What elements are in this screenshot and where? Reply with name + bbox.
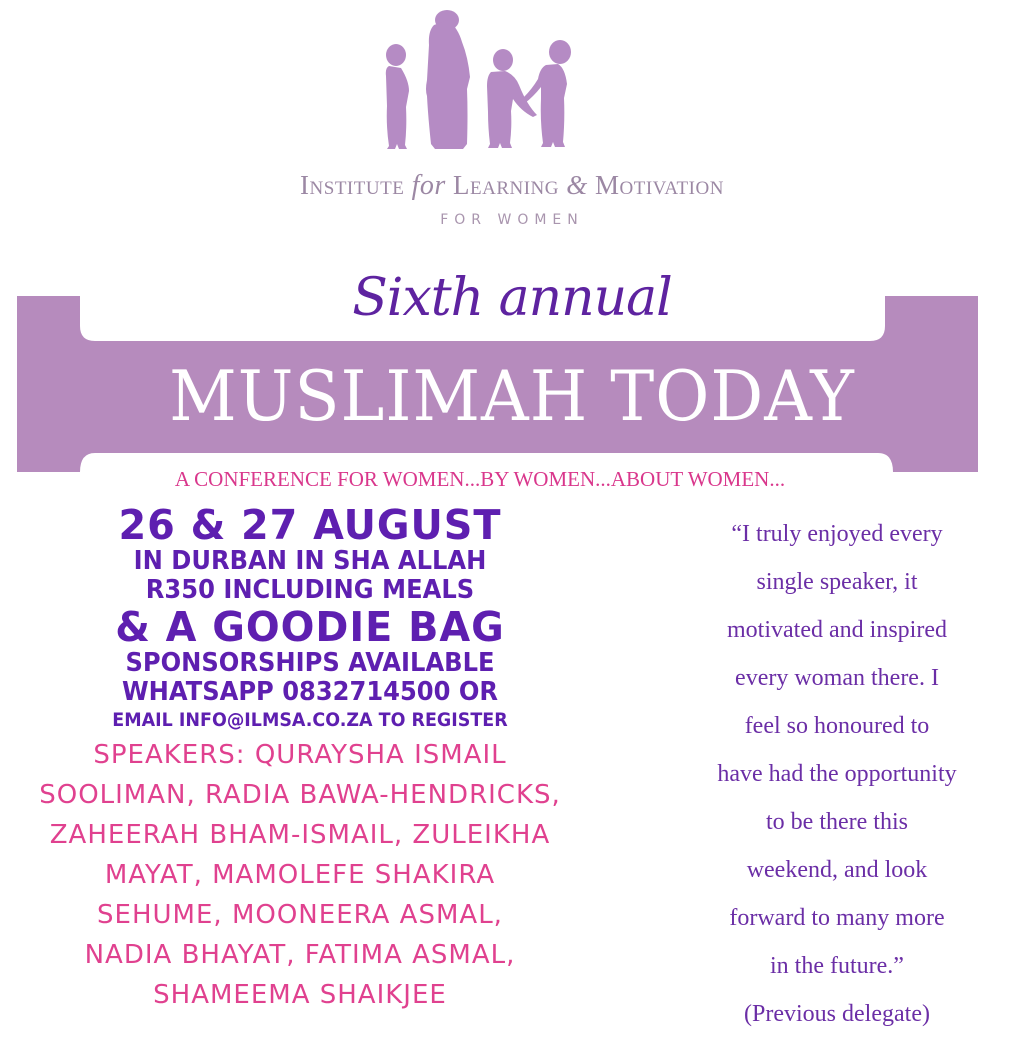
event-email: EMAIL INFO@ILMSA.CO.ZA TO REGISTER (112, 709, 508, 731)
speakers-line: SPEAKERS: QURAYSHA ISMAIL (93, 740, 507, 770)
testimonial-quote (650, 510, 1024, 1038)
quote-line: weekend, and look (746, 857, 928, 883)
org-name-part: Institute (300, 170, 405, 200)
speakers-line: MAYAT, MAMOLEFE SHAKIRA (104, 860, 496, 890)
quote-line: every woman there. I (735, 665, 939, 691)
org-name-part: Motivation (595, 170, 724, 200)
quote-line: motivated and inspired (727, 617, 947, 643)
event-date: 26 & 27 AUGUST (118, 501, 502, 549)
quote-line: to be there this (766, 809, 908, 835)
event-sponsorships: SPONSORSHIPS AVAILABLE (125, 648, 495, 678)
quote-line: feel so honoured to (744, 713, 930, 739)
event-price: R350 INCLUDING MEALS (145, 575, 475, 605)
speakers-line: SHAMEEMA SHAIKJEE (153, 980, 447, 1010)
quote-line: forward to many more (729, 905, 945, 931)
organization-subtitle: FOR WOMEN (440, 212, 584, 228)
event-goodie-bag: & A GOODIE BAG (115, 603, 505, 651)
speakers-line: ZAHEERAH BHAM-ISMAIL, ZULEIKHA (49, 820, 551, 850)
quote-line: in the future.” (770, 953, 904, 979)
quote-line: single speaker, it (756, 569, 918, 595)
speakers-line: SOOLIMAN, RADIA BAWA-HENDRICKS, (39, 780, 561, 810)
family-silhouette-icon (370, 0, 610, 160)
organization-name (0, 170, 1024, 202)
org-name-ampersand: & (566, 170, 588, 200)
conference-title: MUSLIMAH TODAY (169, 356, 855, 437)
speakers-line: NADIA BHAYAT, FATIMA ASMAL, (84, 940, 516, 970)
conference-tagline: A CONFERENCE FOR WOMEN...BY WOMEN...ABOUT WOMEN... (174, 467, 786, 491)
event-whatsapp: WHATSAPP 0832714500 OR (121, 677, 499, 707)
edition-label: Sixth annual (352, 268, 672, 328)
org-name-for: for (411, 170, 446, 201)
quote-attribution: (Previous delegate) (744, 1001, 930, 1027)
speakers-list (0, 735, 600, 1015)
org-name-part: Learning (453, 170, 559, 200)
quote-line: have had the opportunity (717, 761, 957, 787)
event-location: IN DURBAN IN SHA ALLAH (133, 546, 487, 576)
speakers-line: SEHUME, MOONEERA ASMAL, (97, 900, 503, 930)
event-details (90, 503, 530, 734)
quote-line: “I truly enjoyed every (731, 521, 943, 547)
